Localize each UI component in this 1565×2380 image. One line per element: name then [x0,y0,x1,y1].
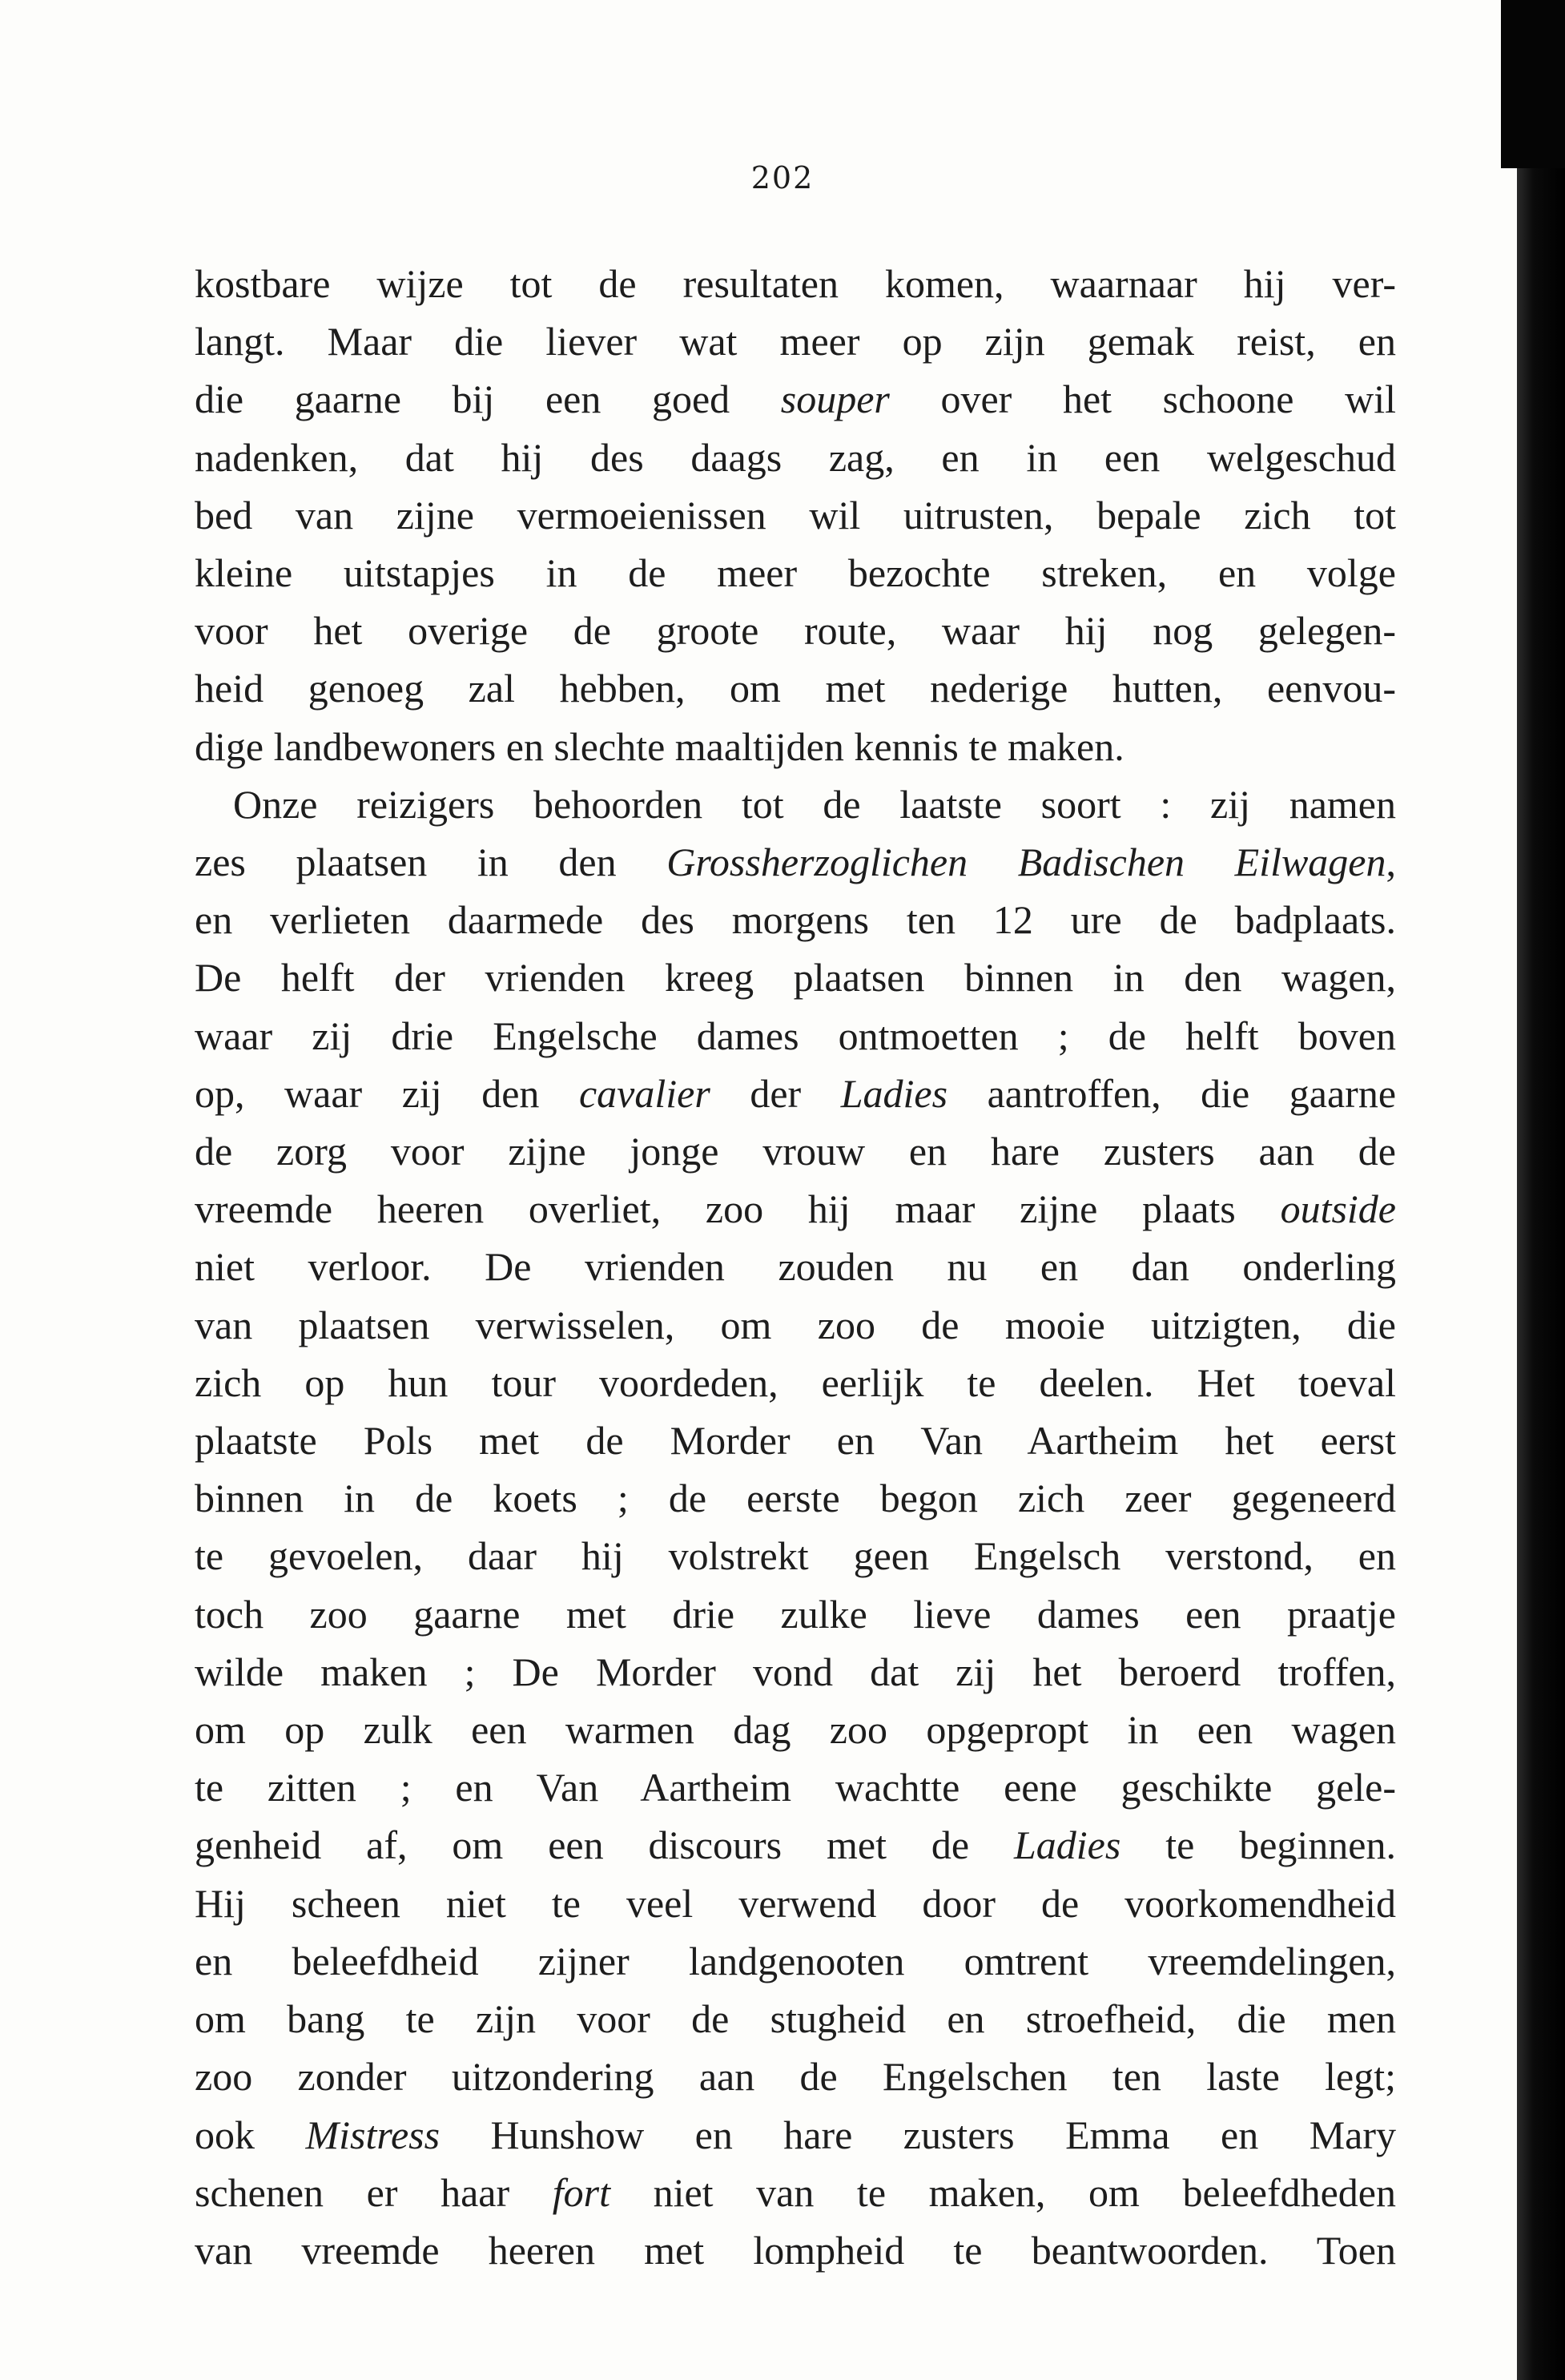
text-line: binnen in de koets ; de eerste begon zich zeer gegeneerd [195,1476,1396,1521]
italic-phrase: Grossherzoglichen Badischen Eilwagen [666,840,1386,885]
text-line: van vreemde heeren met lompheid te beantwoorden. Toen [195,2227,1396,2273]
text-line: te zitten ; en Van Aartheim wachtte eene geschikte gele- [195,1765,1396,1810]
text-line: heid genoeg zal hebben, om met nederige hutten, eenvou- [195,666,1396,711]
text-line: en beleefdheid zijner landgenooten omtrent vreemdelingen, [195,1938,1396,1983]
text-line: wilde maken ; De Morder vond dat zij het beroerd troffen, [195,1649,1396,1694]
text-line: schenen er haar fort niet van te maken, om beleefdheden [195,2169,1396,2215]
italic-word: Ladies [1013,1822,1121,1868]
text-line: om bang te zijn voor de stugheid en stroefheid, die men [195,1996,1396,2042]
italic-word: cavalier [578,1070,710,1116]
text-line: plaatste Pols met de Morder en Van Aartheim het eerst [195,1418,1396,1464]
text-line: zich op hun tour voordeden, eerlijk te deelen. Het toeval [195,1359,1396,1405]
text-line: dige landbewoners en slechte maaltijden kennis te maken. [195,723,1124,769]
text-line: om op zulk een warmen dag zoo opgepropt in een wagen [195,1707,1396,1753]
italic-word: Mistress [305,2112,441,2157]
text-line: niet verloor. De vrienden zouden nu en dan onderling [195,1244,1396,1290]
italic-word: souper [780,377,890,422]
scan-edge-top-shadow [1501,0,1565,168]
scan-edge-shadow [1517,0,1565,2380]
text-line: Hij scheen niet te veel verwend door de voorkomendheid [195,1880,1396,1926]
text-line: vreemde heeren overliet, zoo hij maar zijne plaats outside [195,1186,1396,1232]
text-line: op, waar zij den cavalier der Ladies aantroffen, die gaarne [195,1070,1397,1116]
text-line: de zorg voor zijne jonge vrouw en hare zusters aan de [195,1129,1396,1174]
text-line: ook Mistress Hunshow en hare zusters Emma en Mary [195,2112,1396,2157]
text-line: genheid af, om een discours met de Ladies te beginnen. [195,1822,1396,1868]
text-line: waar zij drie Engelsche dames ontmoetten ; de helft boven [195,1013,1396,1058]
text-line: voor het overige de groote route, waar hij nog gelegen- [195,608,1396,654]
text-line: en verlieten daarmede des morgens ten 12 ure de badplaats. [195,897,1396,943]
text-line: kleine uitstapjes in de meer bezochte streken, en volge [195,550,1396,596]
text-line: van plaatsen verwisselen, om zoo de mooie uitzigten, die [195,1302,1396,1347]
text-line: bed van zijne vermoeienissen wil uitrusten, bepale zich tot [195,492,1396,538]
text-line: die gaarne bij een goed souper over het schoone wil [195,377,1397,422]
page-number: 202 [750,160,815,195]
text-line: nadenken, dat hij des daags zag, en in een welgeschud [195,434,1396,480]
text-line: toch zoo gaarne met drie zulke lieve dames een praatje [195,1591,1396,1637]
text-line: zes plaatsen in den Grossherzoglichen Badischen Eilwagen, [195,840,1396,885]
paragraph-start-line: Onze reizigers behoorden tot de laatste soort : zij namen [233,781,1396,827]
text-line: langt. Maar die liever wat meer op zijn gemak reist, en [195,319,1396,364]
body-text [195,255,1396,2279]
text-line: kostbare wijze tot de resultaten komen, waarnaar hij ver- [195,261,1396,306]
italic-word: outside [1280,1186,1396,1232]
text-line: te gevoelen, daar hij volstrekt geen Engelsch verstond, en [195,1533,1396,1579]
text-line: zoo zonder uitzondering aan de Engelschen ten laste legt; [195,2054,1396,2100]
italic-word: fort [552,2169,610,2215]
text-line: De helft der vrienden kreeg plaatsen binnen in den wagen, [195,955,1396,1001]
italic-word: Ladies [840,1070,948,1116]
